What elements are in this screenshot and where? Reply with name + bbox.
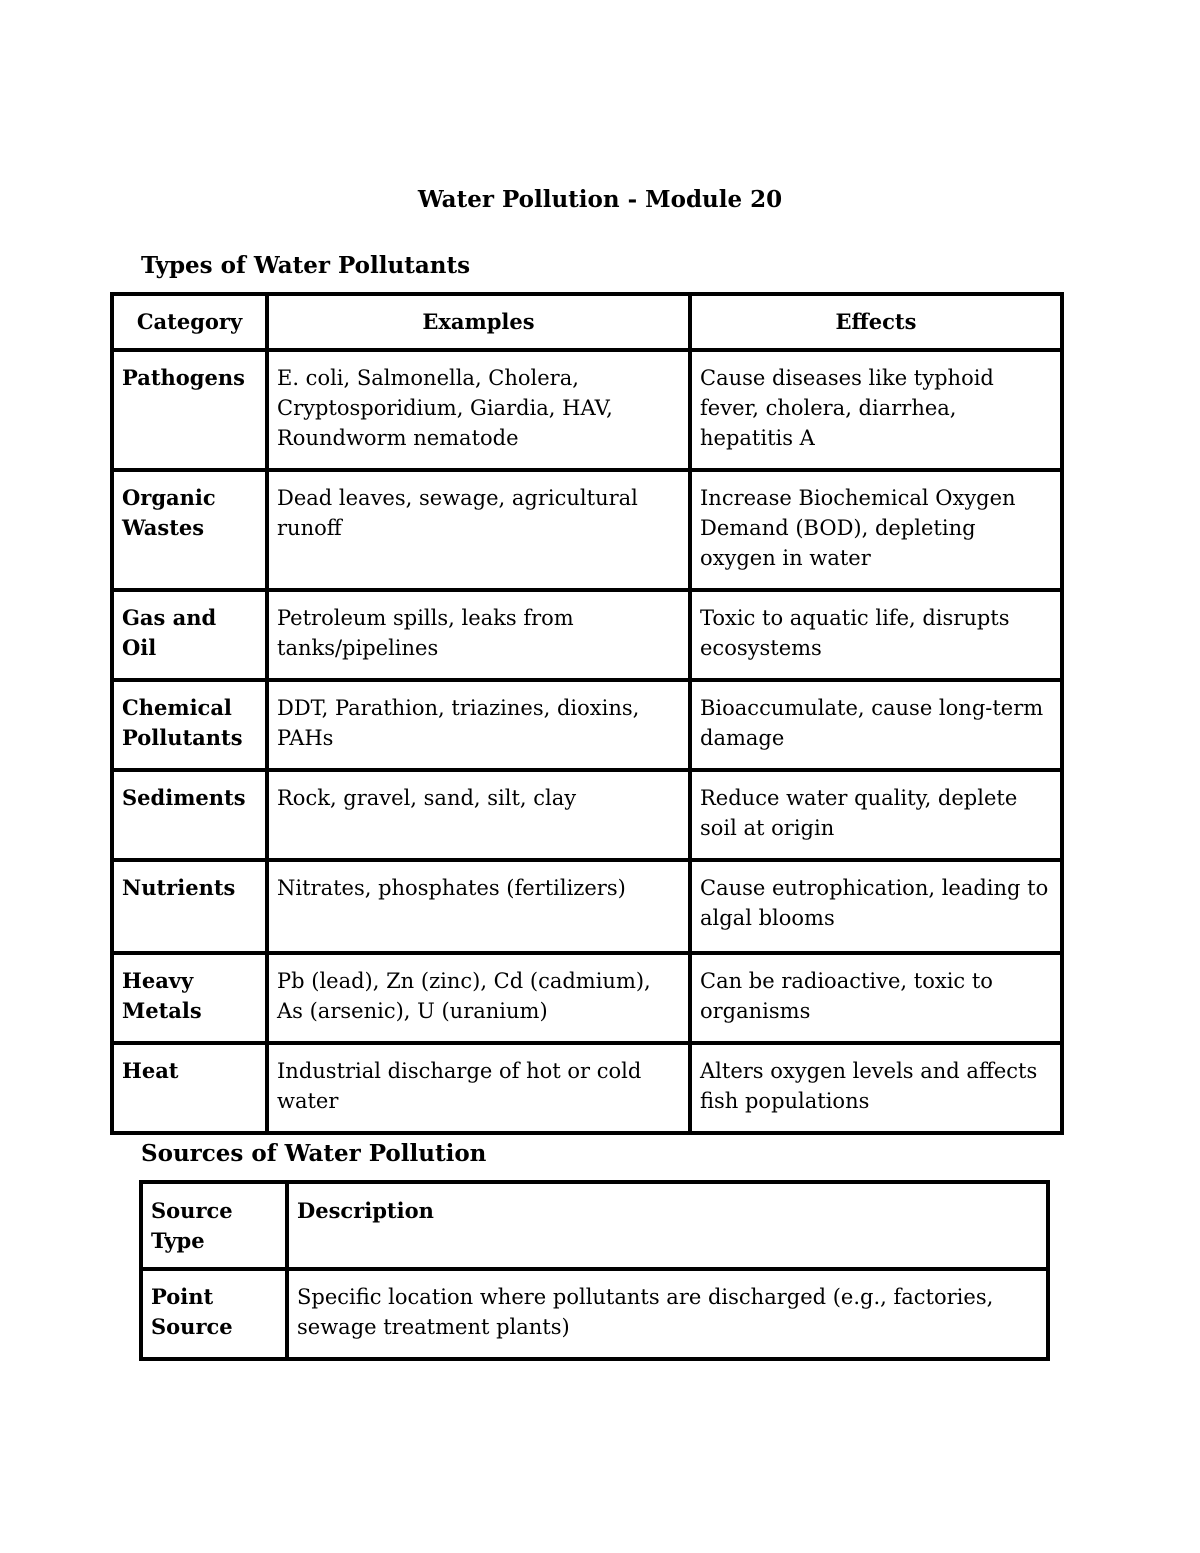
category-cell: Heat xyxy=(112,1043,267,1133)
table-row xyxy=(112,770,1062,860)
effects-cell: Alters oxygen levels and affects fish populations xyxy=(690,1043,1062,1133)
page-title: Water Pollution - Module 20 xyxy=(417,186,783,213)
table-header-row xyxy=(141,1182,1048,1269)
types-of-pollutants-heading: Types of Water Pollutants xyxy=(141,252,471,279)
table-row xyxy=(112,590,1062,680)
effects-cell: Cause diseases like typhoid fever, cholera, diarrhea, hepatitis A xyxy=(690,350,1062,470)
examples-cell: Nitrates, phosphates (fertilizers) xyxy=(267,860,690,953)
column-header-description: Description xyxy=(287,1182,1048,1269)
table-row xyxy=(112,470,1062,590)
examples-cell: Industrial discharge of hot or cold water xyxy=(267,1043,690,1133)
category-cell: Chemical Pollutants xyxy=(112,680,267,770)
source-type-cell: Point Source xyxy=(141,1269,287,1359)
category-cell: Nutrients xyxy=(112,860,267,953)
examples-cell: Dead leaves, sewage, agricultural runoff xyxy=(267,470,690,590)
column-header-category: Category xyxy=(112,294,267,350)
table-row xyxy=(112,953,1062,1043)
table-row xyxy=(112,680,1062,770)
examples-cell: Petroleum spills, leaks from tanks/pipelines xyxy=(267,590,690,680)
column-header-effects: Effects xyxy=(690,294,1062,350)
examples-cell: DDT, Parathion, triazines, dioxins, PAHs xyxy=(267,680,690,770)
category-cell: Heavy Metals xyxy=(112,953,267,1043)
effects-cell: Increase Biochemical Oxygen Demand (BOD), depleting oxygen in water xyxy=(690,470,1062,590)
pollution-sources-table xyxy=(139,1180,1050,1361)
effects-cell: Cause eutrophication, leading to algal blooms xyxy=(690,860,1062,953)
category-cell: Sediments xyxy=(112,770,267,860)
table-row xyxy=(112,350,1062,470)
description-cell: Specific location where pollutants are discharged (e.g., factories, sewage treatment plants) xyxy=(287,1269,1048,1359)
column-header-examples: Examples xyxy=(267,294,690,350)
category-cell: Pathogens xyxy=(112,350,267,470)
column-header-source-type: Source Type xyxy=(141,1182,287,1269)
effects-cell: Toxic to aquatic life, disrupts ecosystems xyxy=(690,590,1062,680)
table-row xyxy=(141,1269,1048,1359)
sources-of-pollution-heading: Sources of Water Pollution xyxy=(141,1140,487,1167)
examples-cell: Pb (lead), Zn (zinc), Cd (cadmium), As (arsenic), U (uranium) xyxy=(267,953,690,1043)
examples-cell: Rock, gravel, sand, silt, clay xyxy=(267,770,690,860)
pollutant-types-table xyxy=(110,292,1064,1135)
category-cell: Gas and Oil xyxy=(112,590,267,680)
category-cell: Organic Wastes xyxy=(112,470,267,590)
table-row xyxy=(112,1043,1062,1133)
effects-cell: Can be radioactive, toxic to organisms xyxy=(690,953,1062,1043)
effects-cell: Reduce water quality, deplete soil at origin xyxy=(690,770,1062,860)
table-header-row xyxy=(112,294,1062,350)
examples-cell: E. coli, Salmonella, Cholera, Cryptosporidium, Giardia, HAV, Roundworm nematode xyxy=(267,350,690,470)
table-row xyxy=(112,860,1062,953)
effects-cell: Bioaccumulate, cause long-term damage xyxy=(690,680,1062,770)
